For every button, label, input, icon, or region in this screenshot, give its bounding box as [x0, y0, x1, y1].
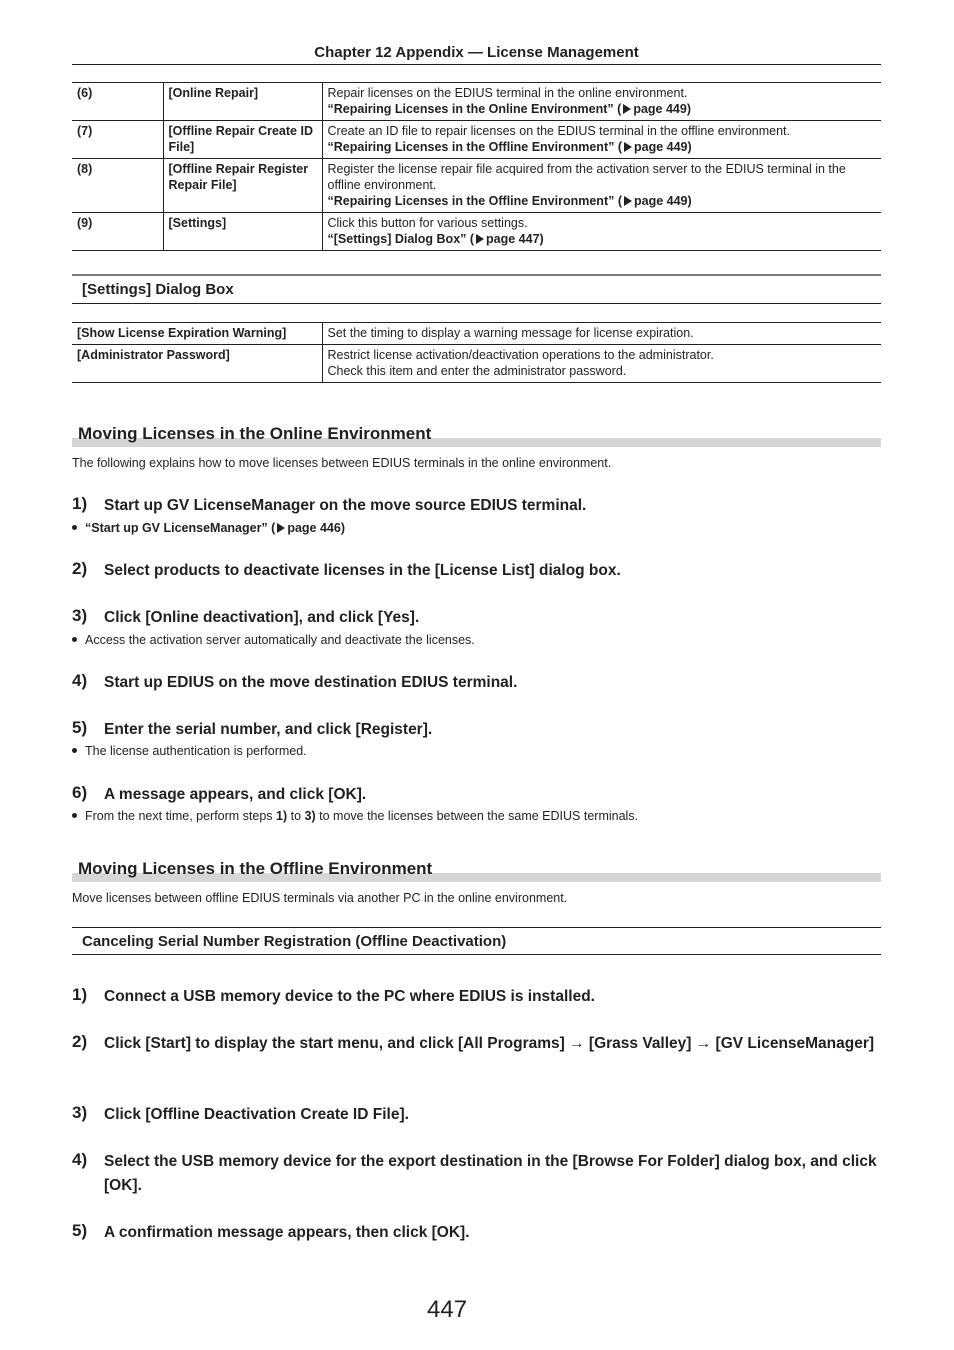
bullet-icon	[72, 813, 77, 818]
step-text: Start up GV LicenseManager on the move source EDIUS terminal.	[104, 497, 587, 514]
step-number: 5)	[72, 718, 88, 737]
cross-reference-link[interactable]: “Repairing Licenses in the Online Environment” ( page 449)	[327, 102, 691, 116]
offline-subheading: Canceling Serial Number Registration (Offline Deactivation)	[72, 927, 881, 955]
online-section-heading: Moving Licenses in the Online Environment	[72, 424, 881, 448]
arrow-right-icon	[624, 196, 632, 206]
step-text: Click [Start] to display the start menu, and click [All Programs] → [Grass Valley] → [GV LicenseManager]	[104, 1035, 875, 1052]
cross-reference-link[interactable]: “Repairing Licenses in the Offline Environment” ( page 449)	[327, 140, 692, 154]
online-intro: The following explains how to move licenses between EDIUS terminals in the online environment.	[72, 456, 612, 470]
description-text: Click this button for various settings.	[327, 216, 528, 230]
arrow-right-icon	[277, 523, 285, 533]
setting-description: Restrict license activation/deactivation operations to the administrator. Check this item and enter the administrator password.	[322, 345, 881, 383]
step-text: Select products to deactivate licenses in the [License List] dialog box.	[104, 562, 621, 579]
button-table	[72, 82, 881, 251]
step-number: 2)	[72, 1032, 88, 1051]
row-description	[322, 213, 881, 251]
arrow-right-icon	[624, 142, 632, 152]
header-rule	[72, 64, 881, 65]
setting-name: [Administrator Password]	[72, 345, 322, 383]
step-note: Access the activation server automatically and deactivate the licenses.	[72, 633, 475, 647]
row-description	[322, 83, 881, 121]
settings-table	[72, 322, 881, 383]
description-text: Register the license repair file acquired from the activation server to the EDIUS terminal in the offline environment.	[327, 162, 846, 192]
row-number: (7)	[72, 121, 163, 159]
step-number: 3)	[72, 1103, 88, 1122]
step-number: 1)	[72, 494, 88, 513]
table-row	[72, 83, 881, 121]
row-description	[322, 159, 881, 213]
step-number: 5)	[72, 1221, 88, 1240]
table-row	[72, 159, 881, 213]
setting-description: Set the timing to display a warning message for license expiration.	[322, 323, 881, 345]
step-text: A message appears, and click [OK].	[104, 786, 367, 803]
step-note[interactable]: “Start up GV LicenseManager” ( page 446)	[72, 521, 345, 535]
row-description	[322, 121, 881, 159]
row-number: (8)	[72, 159, 163, 213]
cross-reference-link[interactable]: “[Settings] Dialog Box” ( page 447)	[327, 232, 544, 246]
description-text: Repair licenses on the EDIUS terminal in the online environment.	[327, 86, 688, 100]
step-number: 6)	[72, 783, 88, 802]
settings-heading: [Settings] Dialog Box	[72, 274, 881, 304]
step-note: From the next time, perform steps 1) to 3) to move the licenses between the same EDIUS terminals.	[72, 809, 638, 823]
step-text: A confirmation message appears, then click [OK].	[104, 1224, 470, 1241]
cross-reference-link[interactable]: “Repairing Licenses in the Offline Environment” ( page 449)	[327, 194, 692, 208]
page-number: 447	[427, 1296, 468, 1323]
row-item: [Offline Repair Register Repair File]	[163, 159, 322, 213]
offline-section-heading: Moving Licenses in the Offline Environment	[72, 859, 881, 883]
offline-intro: Move licenses between offline EDIUS terminals via another PC in the online environment.	[72, 891, 568, 905]
row-item: [Online Repair]	[163, 83, 322, 121]
table-row	[72, 121, 881, 159]
description-text: Create an ID file to repair licenses on the EDIUS terminal in the offline environment.	[327, 124, 790, 138]
step-number: 1)	[72, 985, 88, 1004]
arrow-right-icon	[623, 104, 631, 114]
step-text: Click [Online deactivation], and click [Yes].	[104, 609, 420, 626]
row-item: [Settings]	[163, 213, 322, 251]
bullet-icon	[72, 637, 77, 642]
arrow-right-icon	[476, 234, 484, 244]
chapter-header: Chapter 12 Appendix — License Management	[314, 44, 639, 61]
row-number: (9)	[72, 213, 163, 251]
table-row	[72, 345, 881, 383]
step-number: 3)	[72, 606, 88, 625]
step-note: The license authentication is performed.	[72, 744, 307, 758]
table-row	[72, 323, 881, 345]
bullet-icon	[72, 748, 77, 753]
setting-name: [Show License Expiration Warning]	[72, 323, 322, 345]
step-text: Click [Offline Deactivation Create ID File].	[104, 1106, 409, 1123]
row-item: [Offline Repair Create ID File]	[163, 121, 322, 159]
step-text: Enter the serial number, and click [Register].	[104, 721, 433, 738]
step-text: Connect a USB memory device to the PC where EDIUS is installed.	[104, 988, 595, 1005]
step-number: 4)	[72, 1150, 88, 1169]
step-number: 2)	[72, 559, 88, 578]
bullet-icon	[72, 525, 77, 530]
step-text: Select the USB memory device for the export destination in the [Browse For Folder] dialog box, and click [OK].	[104, 1153, 877, 1194]
step-text: Start up EDIUS on the move destination EDIUS terminal.	[104, 674, 518, 691]
table-row	[72, 213, 881, 251]
row-number: (6)	[72, 83, 163, 121]
step-number: 4)	[72, 671, 88, 690]
